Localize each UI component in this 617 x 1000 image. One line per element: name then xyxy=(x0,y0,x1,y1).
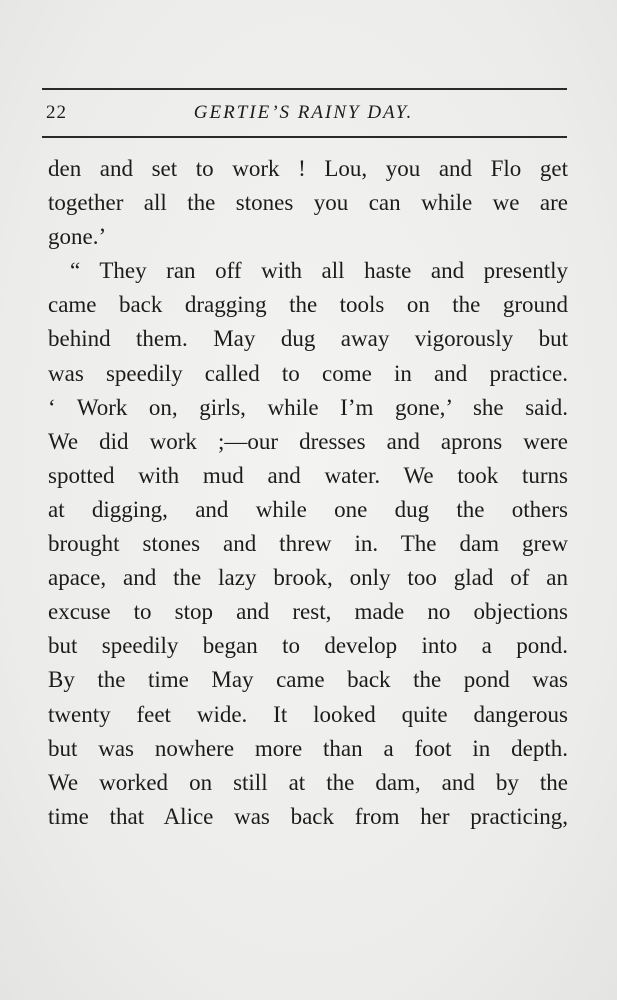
body-text xyxy=(48,152,568,834)
page-header xyxy=(46,102,561,128)
text-line: together all the stones you can while we are xyxy=(48,190,568,216)
text-line: time that Alice was back from her practicing, xyxy=(48,803,568,829)
text-line: excuse to stop and rest, made no objections xyxy=(48,599,568,625)
text-line: ‘ Work on, girls, while I’m gone,’ she said. xyxy=(48,394,568,420)
text-line: “ They ran off with all haste and presently xyxy=(70,258,568,284)
text-line: We did work ;—our dresses and aprons were xyxy=(48,428,568,454)
text-line: brought stones and threw in. The dam grew xyxy=(48,531,568,557)
text-line: was speedily called to come in and practice. xyxy=(48,360,568,386)
header-top-rule xyxy=(42,88,567,90)
page-number: 22 xyxy=(46,102,67,123)
text-line: came back dragging the tools on the ground xyxy=(48,292,568,318)
text-line: but speedily began to develop into a pond. xyxy=(48,633,568,659)
text-line: behind them. May dug away vigorously but xyxy=(48,326,568,352)
text-line: We worked on still at the dam, and by the xyxy=(48,769,568,795)
text-line: but was nowhere more than a foot in depth. xyxy=(48,735,568,761)
text-line: spotted with mud and water. We took turns xyxy=(48,462,568,488)
text-line: apace, and the lazy brook, only too glad of an xyxy=(48,565,568,591)
text-line: den and set to work ! Lou, you and Flo get xyxy=(48,156,568,181)
text-line: twenty feet wide. It looked quite dangerous xyxy=(48,701,568,727)
text-line: By the time May came back the pond was xyxy=(48,667,568,693)
running-title: GERTIE’S RAINY DAY. xyxy=(193,102,414,123)
text-line: gone.’ xyxy=(48,224,107,250)
header-bottom-rule xyxy=(42,136,567,138)
text-line: at digging, and while one dug the others xyxy=(48,496,568,522)
